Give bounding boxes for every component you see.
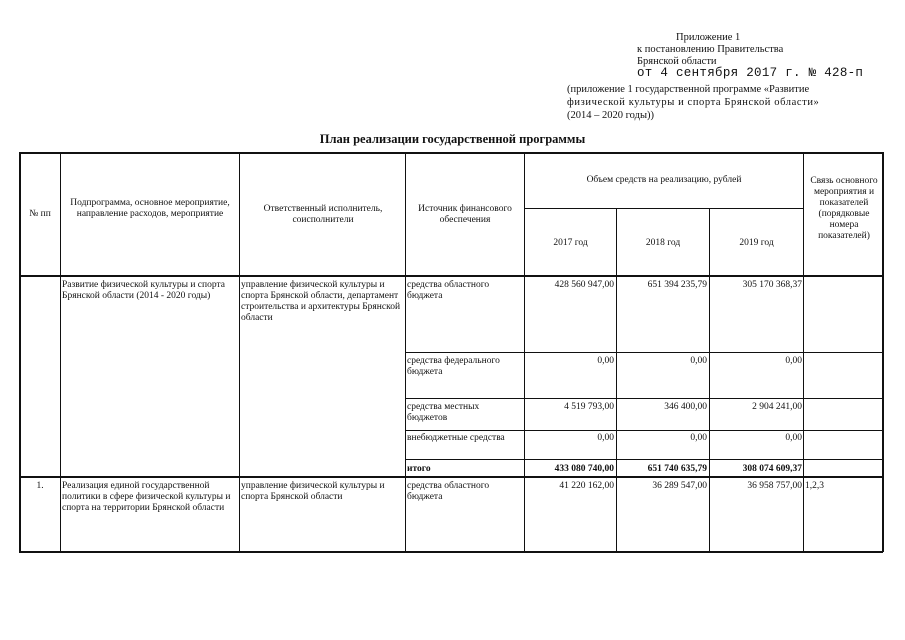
item1-2019: 36 958 757,00: [747, 481, 802, 491]
header-2017: 2017 год: [553, 238, 588, 248]
page-title: План реализации государственной программы: [319, 132, 586, 146]
program-source-2: средства местных бюджетов: [407, 402, 480, 423]
item1-2017: 41 220 162,00: [559, 481, 614, 491]
program-2019-3: 0,00: [785, 433, 802, 443]
appendix-line1: Приложение 1: [676, 32, 741, 43]
appendix-note1: (приложение 1 государственной программе «Развитие: [567, 84, 810, 95]
header-link: Связь основного мероприятия и показателей (порядковые номера показателей): [810, 176, 878, 241]
program-2019-total: 308 074 609,37: [742, 464, 802, 474]
item1-name: Реализация единой государственной политики в сфере физической культуры и спорта на территории Брянской области: [62, 481, 231, 513]
item1-executor: управление физической культуры и спорта Брянской области: [241, 481, 385, 502]
program-2019-0: 305 170 368,37: [742, 280, 802, 290]
program-source-3: внебюджетные средства: [407, 433, 505, 443]
appendix-note3: (2014 – 2020 годы)): [567, 110, 655, 121]
item1-source: средства областного бюджета: [407, 481, 490, 502]
program-2018-1: 0,00: [690, 356, 707, 366]
program-2018-2: 346 400,00: [664, 402, 707, 412]
header-num: № пп: [29, 209, 51, 219]
header-2018: 2018 год: [645, 238, 681, 248]
program-2019-2: 2 904 241,00: [752, 402, 802, 412]
program-2019-1: 0,00: [785, 356, 802, 366]
appendix-note2: физической культуры и спорта Брянской области»: [567, 97, 820, 108]
program-2017-3: 0,00: [597, 433, 614, 443]
program-2017-total: 433 080 740,00: [554, 464, 614, 474]
header-subprogram: Подпрограмма, основное мероприятие, направление расходов, мероприятие: [70, 198, 230, 219]
program-source-0: средства областного бюджета: [407, 280, 490, 301]
appendix-line3: Брянской области: [637, 56, 717, 67]
program-2017-1: 0,00: [597, 356, 614, 366]
program-2018-total: 651 740 635,79: [647, 464, 707, 474]
item1-num: 1.: [36, 481, 44, 491]
program-name: Развитие физической культуры и спорта Брянской области (2014 - 2020 годы): [62, 280, 225, 301]
program-source-1: средства федерального бюджета: [407, 356, 500, 377]
program-2018-0: 651 394 235,79: [647, 280, 707, 290]
appendix-line2: к постановлению Правительства: [637, 44, 784, 55]
appendix-date: от 4 сентября 2017 г. № 428-п: [637, 66, 864, 80]
program-2017-2: 4 519 793,00: [564, 402, 614, 412]
header-source: Источник финансового обеспечения: [418, 204, 512, 225]
header-volume: Объем средств на реализацию, рублей: [586, 175, 742, 185]
program-executor: управление физической культуры и спорта Брянской области, департамент строительства и архитектуры Брянской области: [241, 280, 401, 323]
program-source-total: итого: [407, 464, 431, 474]
item1-2018: 36 289 547,00: [652, 481, 707, 491]
program-2018-3: 0,00: [690, 433, 707, 443]
header-2019: 2019 год: [739, 238, 774, 248]
item1-link: 1,2,3: [805, 481, 824, 491]
program-2017-0: 428 560 947,00: [554, 280, 614, 290]
header-executor: Ответственный исполнитель, соисполнители: [263, 204, 383, 225]
